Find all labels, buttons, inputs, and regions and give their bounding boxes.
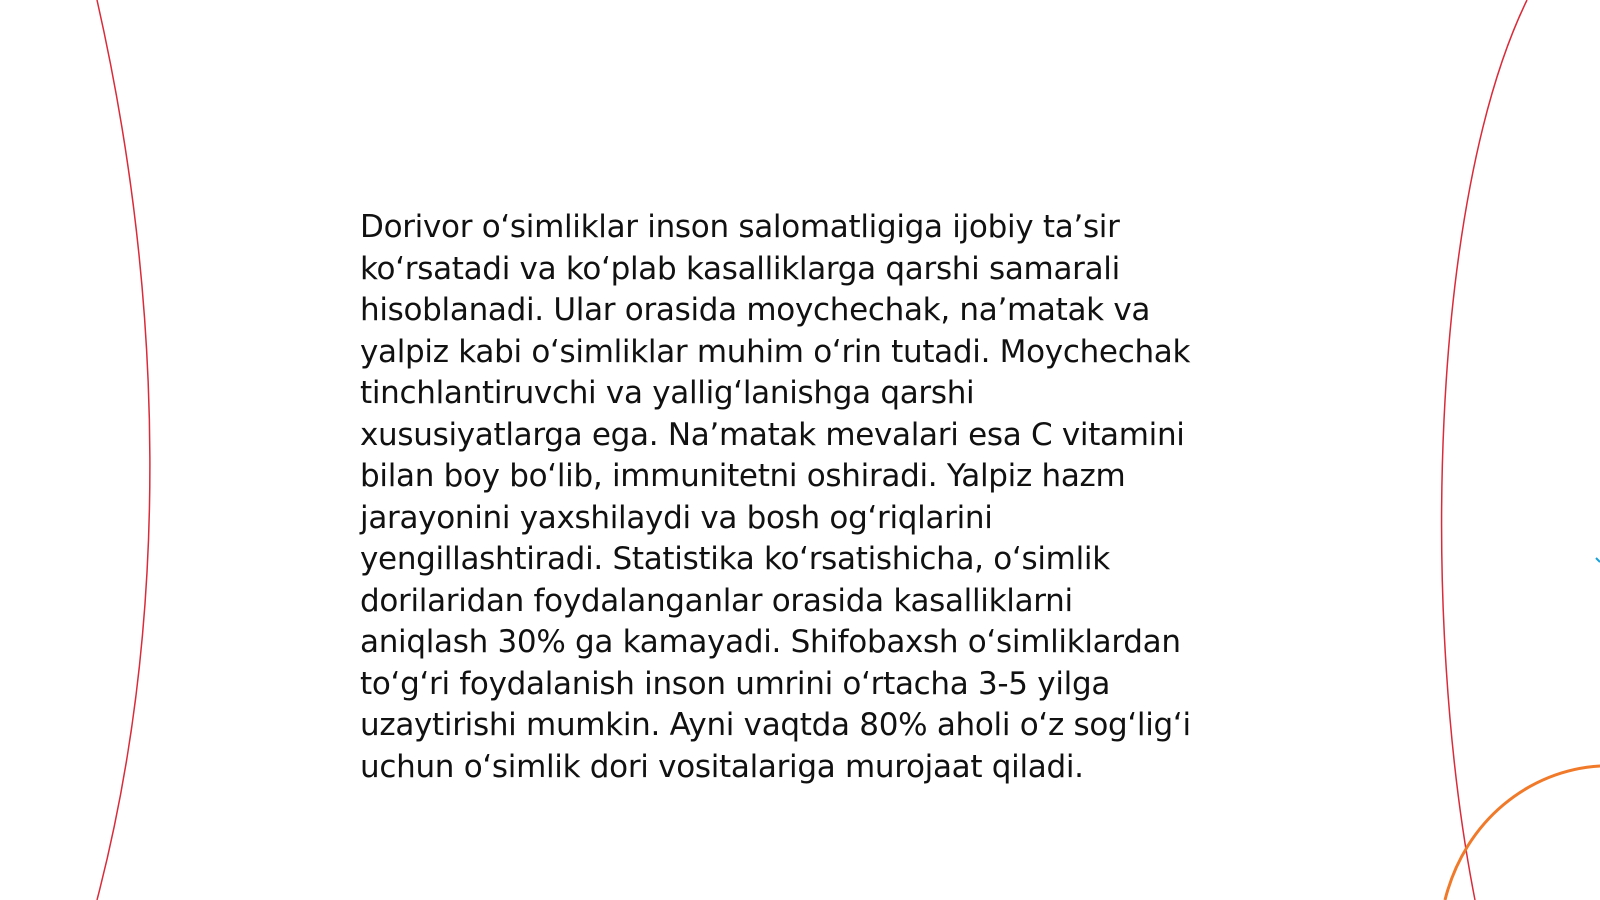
accent-mark bbox=[1596, 558, 1600, 562]
left-curve bbox=[97, 0, 150, 900]
corner-arc bbox=[1445, 766, 1600, 900]
right-curve bbox=[1442, 0, 1527, 900]
body-paragraph: Dorivor oʻsimliklar inson salomatligiga ijobiy taʼsir koʻrsatadi va koʻplab kasalliklarga qarshi samarali hisoblanadi. Ular orasida moychechak, naʼmatak va yalpiz kabi oʻsimliklar muhim oʻrin tutadi. Moychechak tinchlantiruvchi va yalligʻlanishga qarshi xususiyatlarga ega. Naʼmatak mevalari esa C vitamini bilan boy boʻlib, immunitetni oshiradi. Yalpiz hazm jarayonini yaxshilaydi va bosh ogʻriqlarini yengillashtiradi. Statistika koʻrsatishicha, oʻsimlik dorilaridan foydalanganlar orasida kasalliklarni aniqlash 30% ga kamayadi. Shifobaxsh oʻsimliklardan toʻgʻri foydalanish inson umrini oʻrtacha 3-5 yilga uzaytirishi mumkin. Ayni vaqtda 80% aholi oʻz sogʻligʻi uchun oʻsimlik dori vositalariga murojaat qiladi. bbox=[360, 209, 1191, 785]
